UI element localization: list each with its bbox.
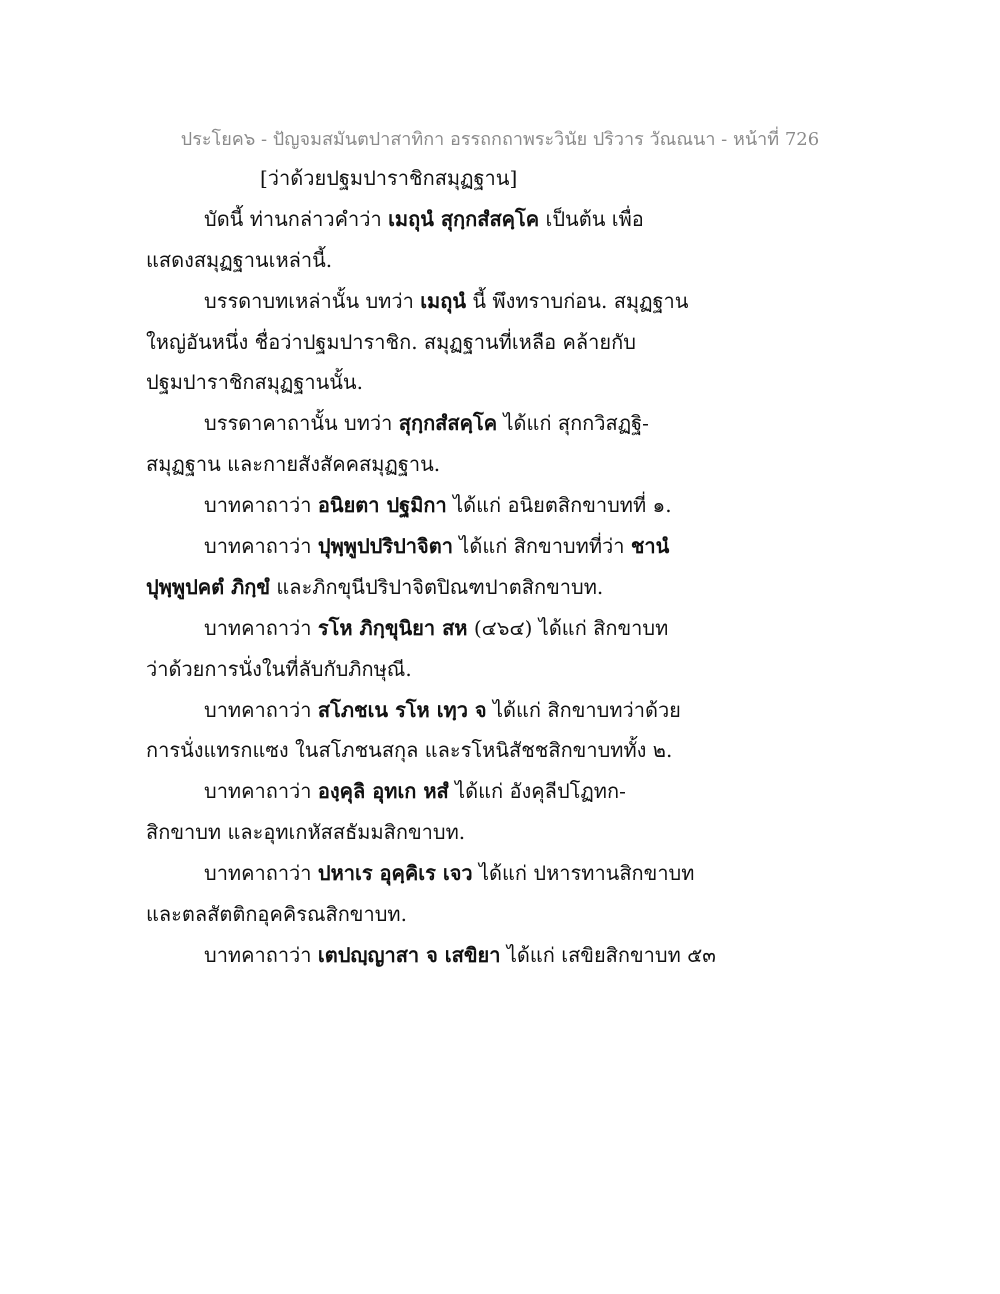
text-span: บัดนี้ ท่านกล่าวคำว่า xyxy=(204,206,389,231)
pali-term: สุกฺกสํสคฺโค xyxy=(398,411,498,436)
text-span: การนั่งแทรกแซง ในสโภชนสกุล และรโหนิสัชชสิกขาบททั้ง ๒. xyxy=(146,738,673,763)
pali-term: ปุพฺพูปปริปาจิตา xyxy=(317,534,453,559)
text-line xyxy=(146,771,866,812)
text-line xyxy=(146,281,866,322)
text-span: ได้แก่ เสขิยสิกขาบท ๕๓ xyxy=(500,942,716,967)
text-line xyxy=(146,730,866,771)
text-span: บาทคาถาว่า xyxy=(204,861,318,886)
text-span: ได้แก่ อนิยตสิกขาบทที่ ๑. xyxy=(446,493,672,518)
text-line xyxy=(146,567,866,608)
text-span: แสดงสมุฏฐานเหล่านี้. xyxy=(146,247,333,272)
text-span: ใหญ่อันหนึ่ง ชื่อว่าปฐมปาราชิก. สมุฏฐานที่เหลือ คล้ายกับ xyxy=(146,329,636,354)
pali-term: สโภชเน รโห เทฺว จ xyxy=(317,697,487,722)
text-span: ปฐมปาราชิกสมุฏฐานนั้น. xyxy=(146,370,363,395)
text-span: และตลสัตติกอุคคิรณสิกขาบท. xyxy=(146,902,407,927)
text-span: นี้ พึงทราบก่อน. สมุฏฐาน xyxy=(466,288,689,313)
text-line xyxy=(146,526,866,567)
text-line xyxy=(146,690,866,731)
pali-term: ชานํ xyxy=(630,534,670,559)
section-heading xyxy=(146,158,866,199)
text-span: บาทคาถาว่า xyxy=(204,697,318,722)
text-line xyxy=(146,608,866,649)
text-span: บาทคาถาว่า xyxy=(204,534,318,559)
text-span: สิกขาบท และอุทเกหัสสธัมมสิกขาบท. xyxy=(146,820,466,845)
pali-term: ปหาเร อุคฺคิเร เจว xyxy=(317,861,473,886)
text-span: (๔๖๔) ได้แก่ สิกขาบท xyxy=(467,615,669,640)
pali-term: เตปญฺญาสา จ เสขิยา xyxy=(317,942,501,967)
pali-term: รโห ภิกฺขุนิยา สห xyxy=(317,615,468,640)
text-line xyxy=(146,649,866,690)
pali-term: เมถุนํ xyxy=(420,288,466,313)
pali-term: เมถุนํ สุกฺกสํสคฺโค xyxy=(388,206,540,231)
text-line xyxy=(146,894,866,935)
text-span: ว่าด้วยการนั่งในที่ลับกับภิกษุณี. xyxy=(146,656,412,681)
pali-term: ปุพฺพูปคตํ ภิกฺขํ xyxy=(146,574,271,599)
text-span: บาทคาถาว่า xyxy=(204,779,318,804)
text-line xyxy=(146,199,866,240)
text-line xyxy=(146,444,866,485)
text-span: [ว่าด้วยปฐมปาราชิกสมุฏฐาน] xyxy=(260,166,518,190)
pali-term: อนิยตา ปฐมิกา xyxy=(317,493,447,518)
text-span: บาทคาถาว่า xyxy=(204,942,318,967)
pali-term: องฺคุลิ อุทเก หสํ xyxy=(317,779,449,804)
text-span: บรรดาคาถานั้น บทว่า xyxy=(204,411,399,436)
text-span: เป็นต้น เพื่อ xyxy=(539,206,644,231)
text-line xyxy=(146,322,866,363)
text-line xyxy=(146,812,866,853)
text-span: บาทคาถาว่า xyxy=(204,615,318,640)
text-span: ได้แก่ สิกขาบทที่ว่า xyxy=(452,534,631,559)
text-span: และภิกขุนีปริปาจิตปิณฑปาตสิกขาบท. xyxy=(270,574,604,599)
page-header: ประโยค๖ - ปัญจมสมันตปาสาทิกา อรรถกถาพระวินัย ปริวาร วัณณนา - หน้าที่ 726 xyxy=(180,129,820,150)
text-line xyxy=(146,240,866,281)
text-line xyxy=(146,853,866,894)
text-line xyxy=(146,403,866,444)
text-span: บาทคาถาว่า xyxy=(204,493,318,518)
text-span: ได้แก่ ปหารทานสิกขาบท xyxy=(472,861,695,886)
body-text xyxy=(146,158,866,976)
text-line xyxy=(146,935,866,976)
text-span: สมุฏฐาน และกายสังสัคคสมุฏฐาน. xyxy=(146,452,441,477)
text-span: บรรดาบทเหล่านั้น บทว่า xyxy=(204,288,421,313)
text-line xyxy=(146,362,866,403)
text-span: ได้แก่ สุกกวิสฏฐิ- xyxy=(497,411,649,436)
text-span: ได้แก่ อังคุลีปโฏทก- xyxy=(448,779,626,804)
text-span: ได้แก่ สิกขาบทว่าด้วย xyxy=(486,697,681,722)
text-line xyxy=(146,485,866,526)
